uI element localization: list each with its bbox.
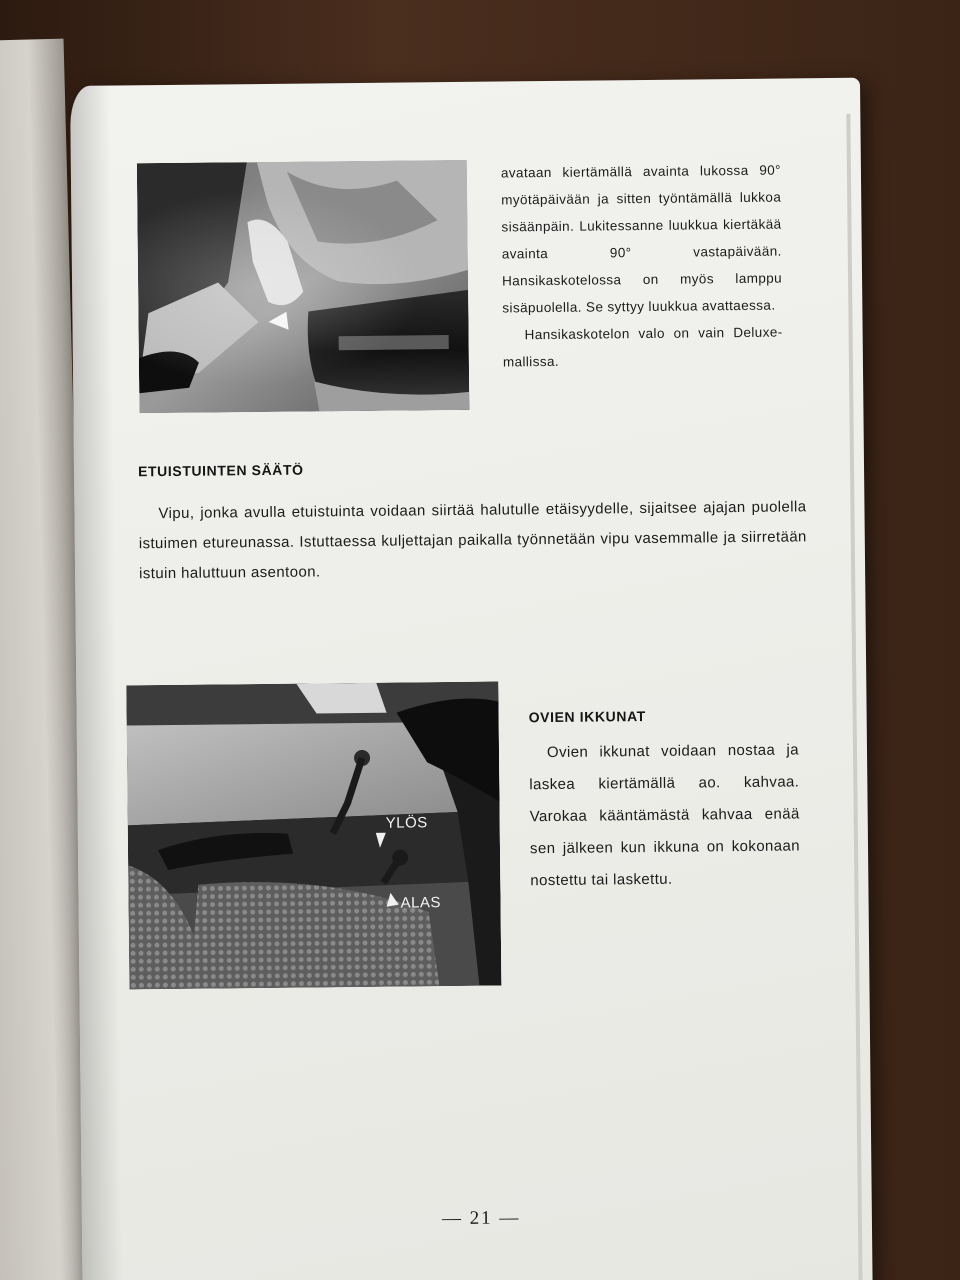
seat-adjustment-paragraph: Vipu, jonka avulla etuistuinta voidaan siirtää halutulle etäisyydelle, sijaitsee ajajan puolella istuimen etureunassa. Istuttaessa kuljettajan paikalla työnnetään vipu vasemmalle ja siirretään istuin haluttuun asentoon. <box>138 498 807 583</box>
seat-adjustment-text <box>138 492 807 589</box>
manual-page <box>70 78 873 1280</box>
photo-label-up: YLÖS <box>385 814 428 832</box>
door-windows-heading: OVIEN IKKUNAT <box>528 708 646 726</box>
door-windows-text <box>529 734 801 897</box>
glovebox-text <box>501 157 783 376</box>
door-windows-paragraph: Ovien ikkunat voidaan nostaa ja laskea kiertämällä ao. kahvaa. Varokaa kääntämästä kahvaa enää sen jälkeen kun ikkuna on kokonaan nostettu tai laskettu. <box>529 741 801 890</box>
door-window-photo <box>126 682 501 990</box>
photo-label-down: ALAS <box>400 894 442 912</box>
glovebox-photo <box>137 160 470 413</box>
glovebox-paragraph-1: avataan kiertämällä avainta lukossa 90° myötäpäivään ja sitten työntämällä lukkoa sisäänpäin. Lukitessanne luukkua kiertäkää avainta 90° vastapäivään. Hansikaskotelossa on myös lamppu sisäpuolella. Se syttyy luukkua avattaessa. <box>500 162 783 316</box>
page-number: — 21 — <box>441 1207 521 1230</box>
glovebox-paragraph-2: Hansikaskotelon valo on vain Deluxe-mallissa. <box>502 324 783 370</box>
page-stack-edge <box>846 114 863 1280</box>
seat-adjustment-heading: ETUISTUINTEN SÄÄTÖ <box>137 461 304 480</box>
